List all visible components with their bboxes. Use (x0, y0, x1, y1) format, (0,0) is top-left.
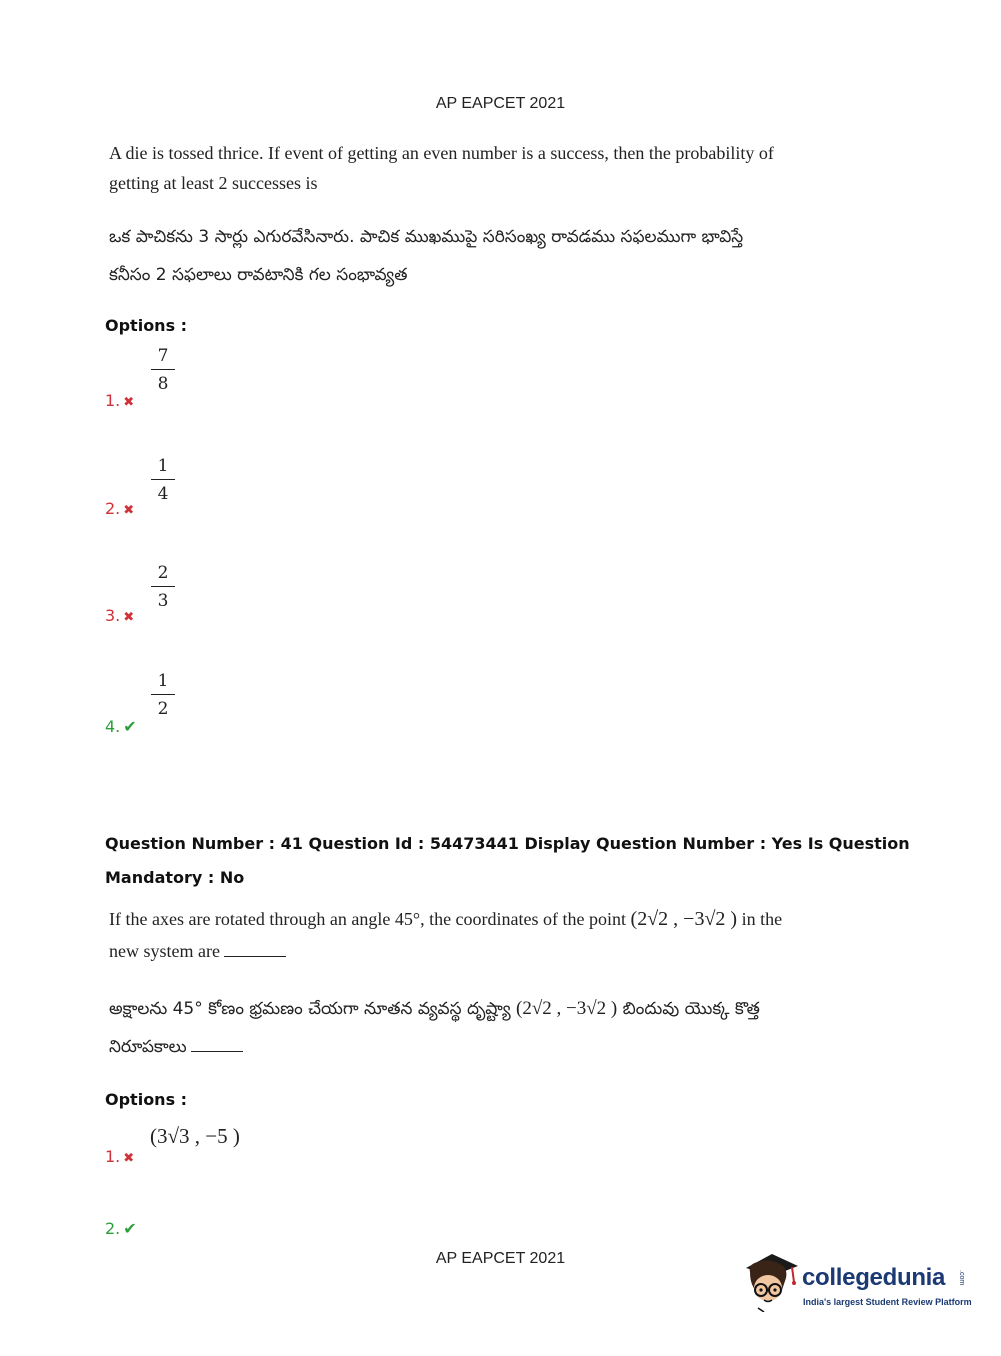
q40-option-4[interactable] (105, 717, 137, 736)
q41-english-line-2-text: new system are (109, 941, 220, 961)
q40-english-line-2: getting at least 2 successes is (109, 173, 318, 193)
q40-english-line-1: A die is tossed thrice. If event of getting an even number is a success, then the probability of (109, 143, 774, 163)
answer-blank (224, 956, 286, 957)
cross-icon: ✖ (123, 610, 135, 625)
q41-english-line-2 (109, 941, 286, 962)
q40-option-2-denominator: 4 (157, 484, 169, 504)
logo-tagline: India's largest Student Review Platform (803, 1297, 972, 1307)
q40-option-4-number: 4. (105, 717, 121, 736)
q41-telugu-line-2-text: నిరూపకాలు (109, 1037, 187, 1057)
q41-telugu-prefix: అక్షాలను 45° కోణం భ్రమణం చేయగా నూతన వ్యవస్థ దృష్ట్యా (109, 999, 511, 1019)
q41-option-1[interactable] (105, 1147, 134, 1166)
q40-option-4-fraction (150, 670, 176, 720)
q41-telugu-point: (2√2 , −3√2 ) (516, 998, 618, 1019)
page-header-title: AP EAPCET 2021 (435, 95, 566, 112)
cross-icon: ✖ (123, 503, 135, 518)
q40-option-3-fraction (150, 562, 176, 612)
q41-telugu-suffix: బిందువు యొక్క కొత్త (622, 999, 760, 1019)
q40-option-1-numerator: 7 (157, 346, 169, 366)
q40-option-1[interactable] (105, 391, 134, 410)
cross-icon: ✖ (123, 395, 135, 410)
q40-option-3-denominator: 3 (157, 591, 169, 611)
logo-brand: collegedunia (802, 1264, 946, 1291)
cross-icon: ✖ (123, 1151, 135, 1166)
q40-option-1-fraction (150, 345, 176, 395)
q40-option-4-denominator: 2 (157, 699, 169, 719)
q41-option-1-value: (3√3 , −5 ) (150, 1124, 240, 1148)
q41-option-2[interactable] (105, 1219, 137, 1238)
q41-english-line-1 (109, 908, 782, 931)
q41-meta-line-2: Mandatory : No (105, 868, 245, 887)
q40-option-2-number: 2. (105, 499, 121, 518)
q40-telugu-line-1: ఒక పాచికను 3 సార్లు ఎగురవేసినారు. పాచిక ముఖముపై సరిసంఖ్య రావడము సఫలముగా భావిస్తే (109, 227, 744, 247)
q41-options-label: Options : (105, 1090, 188, 1109)
q40-option-2-fraction (150, 455, 176, 505)
q41-english-prefix: If the axes are rotated through an angle 45°, the coordinates of the point (109, 909, 627, 929)
fraction-bar (151, 694, 175, 695)
check-icon: ✔ (123, 717, 137, 736)
fraction-bar (151, 479, 175, 480)
fraction-bar (151, 586, 175, 587)
logo-suffix: .com (958, 1270, 965, 1286)
q40-option-1-number: 1. (105, 391, 121, 410)
q40-option-2[interactable] (105, 499, 134, 518)
collegedunia-logo (742, 1248, 972, 1318)
page-footer-title: AP EAPCET 2021 (435, 1250, 566, 1267)
mascot-icon (742, 1250, 800, 1312)
q41-option-2-number: 2. (105, 1219, 121, 1238)
q41-meta-line-1: Question Number : 41 Question Id : 54473441 Display Question Number : Yes Is Question (105, 834, 910, 853)
answer-blank (191, 1051, 243, 1052)
fraction-bar (151, 369, 175, 370)
q41-telugu-line-2 (109, 1037, 243, 1061)
q41-option-1-number: 1. (105, 1147, 121, 1166)
q40-option-3-numerator: 2 (157, 563, 169, 583)
q41-english-suffix: in the (741, 909, 783, 929)
q41-point: (2√2 , −3√2 ) (630, 908, 738, 930)
q41-telugu-line-1 (109, 998, 760, 1023)
q40-option-3-number: 3. (105, 606, 121, 625)
q40-options-label: Options : (105, 316, 188, 335)
q40-option-3[interactable] (105, 606, 134, 625)
q40-telugu-line-2: కనీసం 2 సఫలాలు రావటానికి గల సంభావ్యత (109, 265, 408, 285)
check-icon: ✔ (123, 1219, 137, 1238)
q40-option-2-numerator: 1 (157, 456, 169, 476)
q40-option-4-numerator: 1 (157, 671, 169, 691)
q40-option-1-denominator: 8 (157, 374, 169, 394)
